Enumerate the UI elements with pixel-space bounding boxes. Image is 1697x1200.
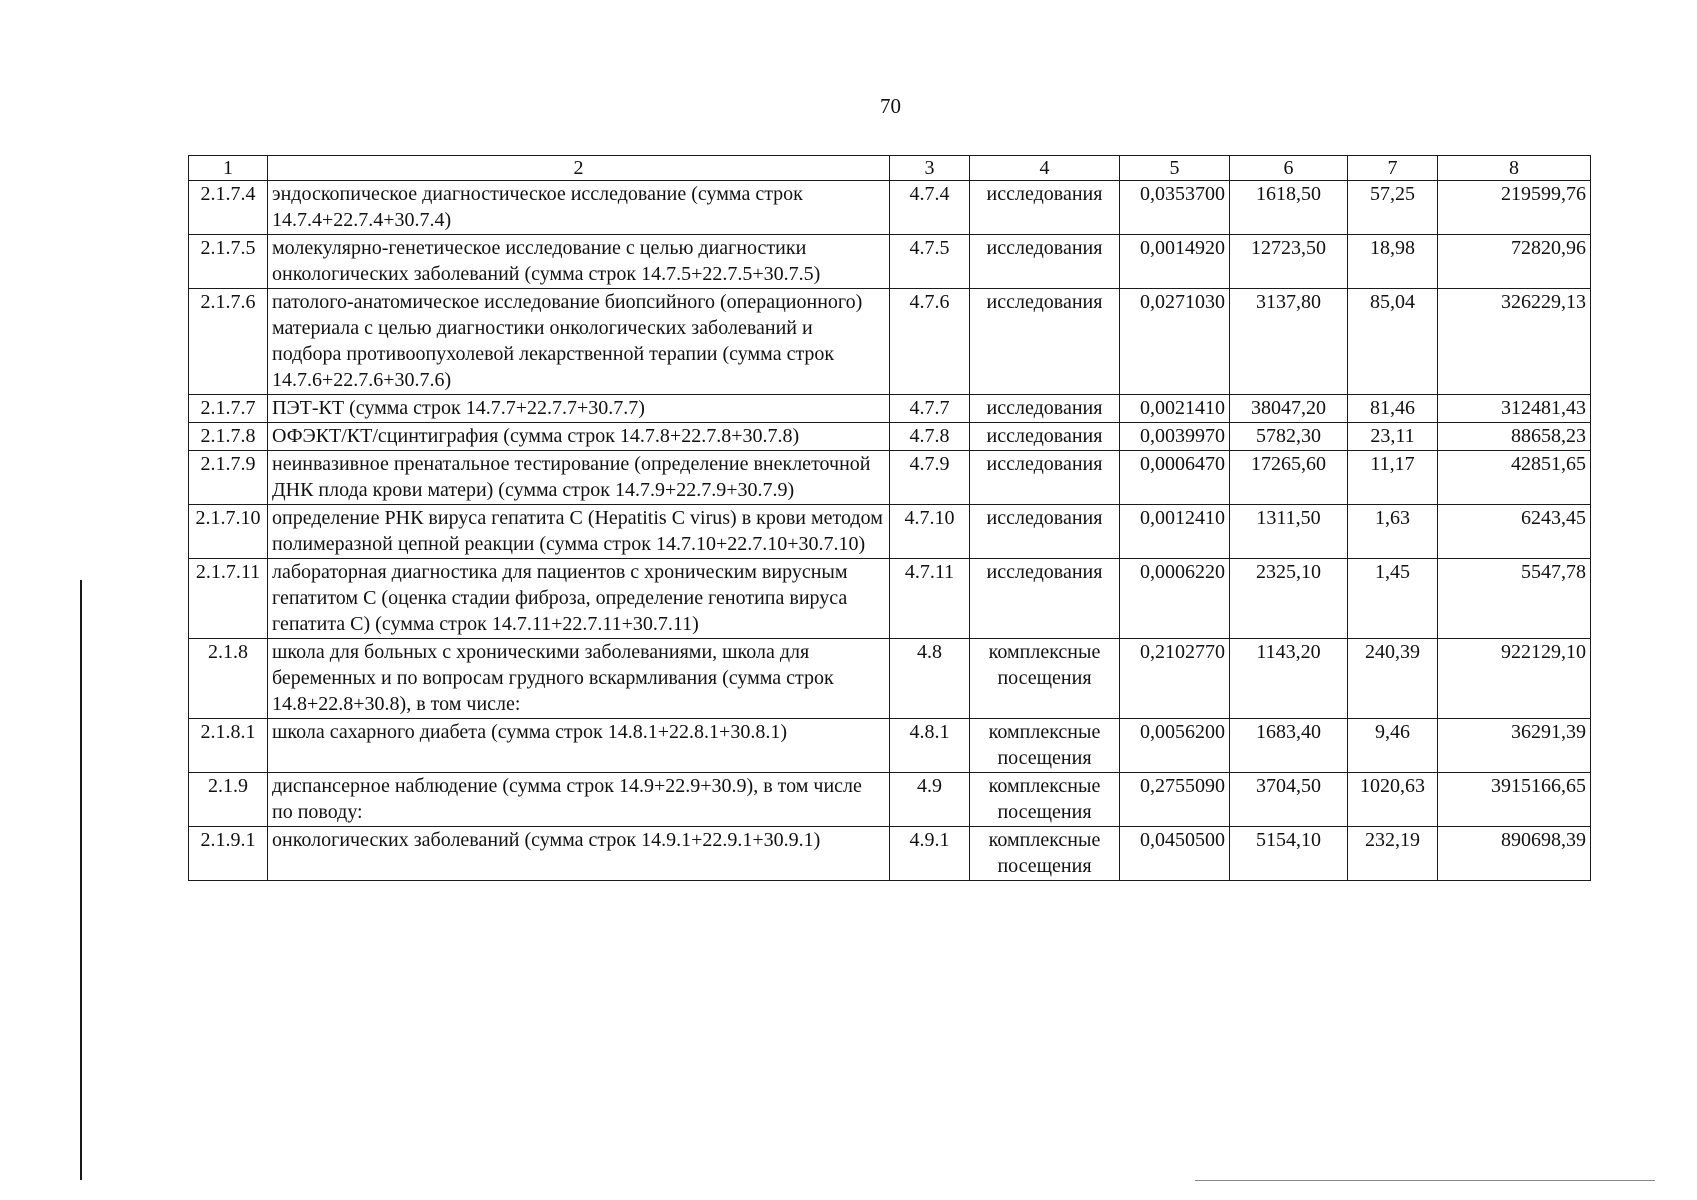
row-number: 2.1.7.7 [189, 395, 268, 423]
row-cost: 1683,40 [1230, 719, 1348, 773]
table-row [189, 639, 1591, 719]
row-name: школа сахарного диабета (сумма строк 14.8.1+22.8.1+30.8.1) [268, 719, 890, 773]
row-unit: исследования [970, 451, 1120, 505]
row-number: 2.1.7.11 [189, 559, 268, 639]
row-line: 4.7.6 [890, 289, 970, 395]
row-norm: 0,0006220 [1120, 559, 1230, 639]
table-row [189, 181, 1591, 235]
row-name: ПЭТ-КТ (сумма строк 14.7.7+22.7.7+30.7.7) [268, 395, 890, 423]
row-number: 2.1.7.5 [189, 235, 268, 289]
row-per-capita: 18,98 [1348, 235, 1438, 289]
row-per-capita: 9,46 [1348, 719, 1438, 773]
row-cost: 5782,30 [1230, 423, 1348, 451]
row-number: 2.1.7.4 [189, 181, 268, 235]
row-name: онкологических заболеваний (сумма строк 14.9.1+22.9.1+30.9.1) [268, 827, 890, 881]
table-row [189, 289, 1591, 395]
row-unit: исследования [970, 505, 1120, 559]
table-row [189, 719, 1591, 773]
row-cost: 1618,50 [1230, 181, 1348, 235]
row-norm: 0,0450500 [1120, 827, 1230, 881]
table-row [189, 559, 1591, 639]
row-name: неинвазивное пренатальное тестирование (определение внеклеточной ДНК плода крови матери) (сумма строк 14.7.9+22.7.9+30.7.9) [268, 451, 890, 505]
row-line: 4.9.1 [890, 827, 970, 881]
row-line: 4.7.5 [890, 235, 970, 289]
row-line: 4.7.10 [890, 505, 970, 559]
row-norm: 0,2755090 [1120, 773, 1230, 827]
row-cost: 3704,50 [1230, 773, 1348, 827]
row-per-capita: 11,17 [1348, 451, 1438, 505]
scan-edge-line [80, 580, 82, 1180]
row-norm: 0,0006470 [1120, 451, 1230, 505]
column-header: 1 [189, 156, 268, 181]
header-row [189, 156, 1591, 181]
row-name: эндоскопическое диагностическое исследование (сумма строк 14.7.4+22.7.4+30.7.4) [268, 181, 890, 235]
row-cost: 17265,60 [1230, 451, 1348, 505]
column-header: 3 [890, 156, 970, 181]
row-line: 4.7.11 [890, 559, 970, 639]
row-cost: 38047,20 [1230, 395, 1348, 423]
row-unit: исследования [970, 235, 1120, 289]
data-table [188, 155, 1591, 881]
column-header: 6 [1230, 156, 1348, 181]
row-per-capita: 1,45 [1348, 559, 1438, 639]
row-number: 2.1.7.9 [189, 451, 268, 505]
table-row [189, 395, 1591, 423]
row-name: патолого-анатомическое исследование биопсийного (операционного) материала с целью диагностики онкологических заболеваний и подбора противоопухолевой лекарственной терапии (сумма строк 14.7.6+22.7.6+30.7.6) [268, 289, 890, 395]
column-header: 8 [1438, 156, 1591, 181]
table-row [189, 451, 1591, 505]
row-line: 4.8 [890, 639, 970, 719]
row-unit: исследования [970, 395, 1120, 423]
row-name: молекулярно-генетическое исследование с целью диагностики онкологических заболеваний (сумма строк 14.7.5+22.7.5+30.7.5) [268, 235, 890, 289]
row-total: 312481,43 [1438, 395, 1591, 423]
column-header: 5 [1120, 156, 1230, 181]
row-total: 5547,78 [1438, 559, 1591, 639]
row-unit: комплексные посещения [970, 719, 1120, 773]
row-name: определение РНК вируса гепатита С (Hepatitis C virus) в крови методом полимеразной цепной реакции (сумма строк 14.7.10+22.7.10+30.7.10) [268, 505, 890, 559]
table-row [189, 235, 1591, 289]
row-name: диспансерное наблюдение (сумма строк 14.9+22.9+30.9), в том числе по поводу: [268, 773, 890, 827]
row-line: 4.7.9 [890, 451, 970, 505]
row-per-capita: 232,19 [1348, 827, 1438, 881]
row-name: школа для больных с хроническими заболеваниями, школа для беременных и по вопросам грудного вскармливания (сумма строк 14.8+22.8+30.8), в том числе: [268, 639, 890, 719]
row-norm: 0,0353700 [1120, 181, 1230, 235]
column-header: 2 [268, 156, 890, 181]
row-unit: исследования [970, 559, 1120, 639]
row-number: 2.1.9 [189, 773, 268, 827]
row-unit: комплексные посещения [970, 639, 1120, 719]
page-number: 70 [880, 94, 901, 118]
row-total: 922129,10 [1438, 639, 1591, 719]
row-per-capita: 1,63 [1348, 505, 1438, 559]
row-name: лабораторная диагностика для пациентов с хроническим вирусным гепатитом С (оценка стадии фиброза, определение генотипа вируса гепатита С) (сумма строк 14.7.11+22.7.11+30.7.11) [268, 559, 890, 639]
row-unit: исследования [970, 289, 1120, 395]
row-cost: 1143,20 [1230, 639, 1348, 719]
row-line: 4.7.4 [890, 181, 970, 235]
row-norm: 0,0012410 [1120, 505, 1230, 559]
row-line: 4.9 [890, 773, 970, 827]
row-total: 42851,65 [1438, 451, 1591, 505]
row-total: 72820,96 [1438, 235, 1591, 289]
column-header: 4 [970, 156, 1120, 181]
row-line: 4.8.1 [890, 719, 970, 773]
row-unit: исследования [970, 423, 1120, 451]
row-per-capita: 85,04 [1348, 289, 1438, 395]
row-unit: комплексные посещения [970, 827, 1120, 881]
row-number: 2.1.8 [189, 639, 268, 719]
row-number: 2.1.8.1 [189, 719, 268, 773]
row-name: ОФЭКТ/КТ/сцинтиграфия (сумма строк 14.7.8+22.7.8+30.7.8) [268, 423, 890, 451]
row-total: 36291,39 [1438, 719, 1591, 773]
row-norm: 0,0271030 [1120, 289, 1230, 395]
row-number: 2.1.9.1 [189, 827, 268, 881]
row-cost: 1311,50 [1230, 505, 1348, 559]
row-per-capita: 57,25 [1348, 181, 1438, 235]
table-row [189, 423, 1591, 451]
row-norm: 0,0056200 [1120, 719, 1230, 773]
row-total: 88658,23 [1438, 423, 1591, 451]
row-number: 2.1.7.10 [189, 505, 268, 559]
row-per-capita: 23,11 [1348, 423, 1438, 451]
row-cost: 5154,10 [1230, 827, 1348, 881]
row-line: 4.7.7 [890, 395, 970, 423]
row-per-capita: 81,46 [1348, 395, 1438, 423]
row-per-capita: 240,39 [1348, 639, 1438, 719]
row-norm: 0,0039970 [1120, 423, 1230, 451]
table-row [189, 827, 1591, 881]
row-unit: исследования [970, 181, 1120, 235]
row-total: 3915166,65 [1438, 773, 1591, 827]
row-number: 2.1.7.6 [189, 289, 268, 395]
row-number: 2.1.7.8 [189, 423, 268, 451]
row-norm: 0,0014920 [1120, 235, 1230, 289]
row-total: 326229,13 [1438, 289, 1591, 395]
row-per-capita: 1020,63 [1348, 773, 1438, 827]
row-total: 890698,39 [1438, 827, 1591, 881]
row-cost: 2325,10 [1230, 559, 1348, 639]
row-norm: 0,0021410 [1120, 395, 1230, 423]
table-row [189, 505, 1591, 559]
column-header: 7 [1348, 156, 1438, 181]
row-total: 6243,45 [1438, 505, 1591, 559]
row-total: 219599,76 [1438, 181, 1591, 235]
row-cost: 12723,50 [1230, 235, 1348, 289]
row-line: 4.7.8 [890, 423, 970, 451]
row-cost: 3137,80 [1230, 289, 1348, 395]
scan-bottom-line [1195, 1180, 1655, 1181]
table-row [189, 773, 1591, 827]
row-unit: комплексные посещения [970, 773, 1120, 827]
row-norm: 0,2102770 [1120, 639, 1230, 719]
